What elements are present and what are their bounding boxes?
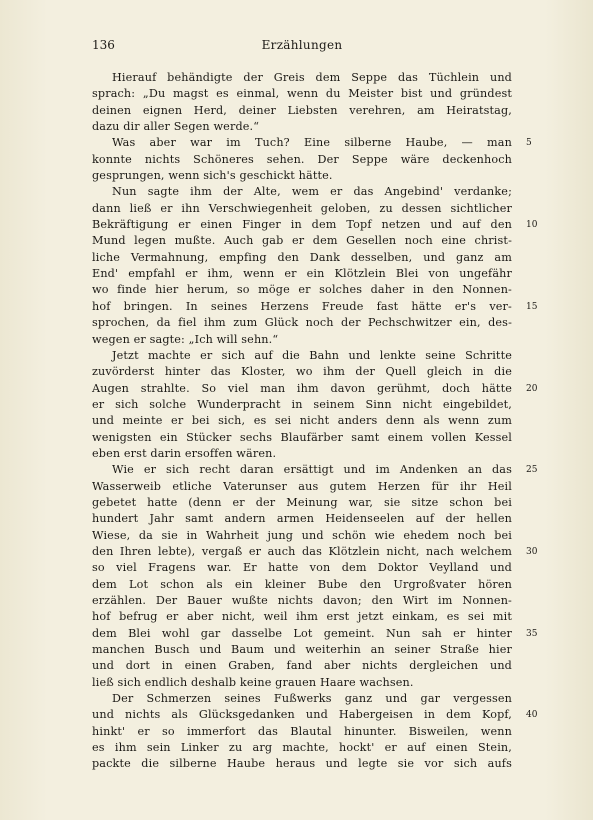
text-line-content: Was aber war im Tuch? Eine silberne Haube, — man [112,136,512,150]
text-line [92,609,512,625]
text-line-content: den Ihren lebte), vergaß er auch das Klötzlein nicht, nach welchem [92,544,512,558]
text-line-content: ließ sich endlich deshalb keine grauen Haare wachsen. [92,675,414,689]
text-line [92,282,512,298]
text-line [92,756,512,772]
text-line [92,626,538,642]
text-line-content: End' empfahl er ihm, wenn er ein Klötzlein Blei von ungefähr [92,267,512,281]
text-line [92,724,512,740]
text-line [92,691,512,707]
text-line-content: Wiese, da sie in Wahrheit jung und schön wie ehedem noch bei [92,528,512,542]
text-line [92,315,512,331]
text-line [92,462,538,478]
text-line [92,740,512,756]
text-line-content: Bekräftigung er einen Finger in dem Topf netzen und auf den [92,218,512,232]
text-line [92,250,512,266]
text-line-content: konnte nichts Schöneres sehen. Der Seppe wäre deckenhoch [92,152,512,166]
text-line-content: Wasserweib etliche Vaterunser aus gutem Herzen für ihr Heil [92,479,512,493]
text-line [92,332,512,348]
text-line-content: hinkt' er so immerfort das Blautal hinunter. Bisweilen, wenn [92,724,512,738]
text-line-content: Hierauf behändigte der Greis dem Seppe das Tüchlein und [112,71,512,84]
line-number: 20 [526,383,538,394]
text-line-content: sprochen, da fiel ihm zum Glück noch der Pechschwitzer ein, des- [92,316,512,330]
text-line-content: wenigsten ein Stücker sechs Blaufärber samt einem vollen Kessel [92,430,512,444]
text-line [92,528,512,544]
text-line-content: deinen eignen Herd, deiner Liebsten verehren, am Heiratstag, [92,103,512,117]
text-line-content: dazu dir aller Segen werde.“ [92,120,260,134]
text-line [92,577,512,593]
line-number: 30 [526,546,538,557]
text-line-content: hundert Jahr samt andern armen Heidenseelen auf der hellen [92,512,512,526]
text-line-content: erzählen. Der Bauer wußte nichts davon; den Wirt im Nonnen- [92,594,512,607]
text-line [92,119,512,135]
text-line [92,233,512,249]
text-line-content: packte die silberne Haube heraus und legte sie vor sich aufs [92,757,512,771]
line-number: 40 [526,710,538,721]
text-line-content: gesprungen, wenn sich's geschickt hätte. [92,169,333,183]
line-number: 10 [526,220,538,231]
text-line-content: manchen Busch und Baum und weiterhin an seiner Straße hier [92,643,512,657]
text-line-content: liche Vermahnung, empfing den Dank desselben, und ganz am [92,250,512,264]
page-number: 136 [92,38,115,52]
text-line [92,413,512,429]
text-line [92,495,512,511]
line-number: 25 [526,465,538,476]
text-line-content: hof bringen. In seines Herzens Freude fast hätte er's ver- [92,299,512,313]
text-line [92,658,512,674]
line-number: 15 [526,301,538,312]
text-line-content: eben erst darin ersoffen wären. [92,446,277,460]
text-line-content: Nun sagte ihm der Alte, wem er das Angebind' verdanke; [112,185,512,199]
text-line [92,479,512,495]
text-line-content: dem Blei wohl gar dasselbe Lot gemeint. Nun sah er hinter [92,626,512,640]
text-line [92,381,538,397]
text-line [92,168,512,184]
text-line-content: Mund legen mußte. Auch gab er dem Gesellen noch eine christ- [92,234,512,248]
text-line [92,544,538,560]
text-line [92,70,512,86]
text-line-content: Jetzt machte er sich auf die Bahn und lenkte seine Schritte [112,348,512,362]
page-header [92,37,512,53]
text-line-content: Der Schmerzen seines Fußwerks ganz und gar vergessen [112,692,512,706]
text-line-content: und meinte er bei sich, es sei nicht anders denn als wenn zum [92,414,512,428]
text-line [92,430,512,446]
text-line [92,135,532,151]
text-line [92,184,512,200]
text-line-content: dem Lot schon als ein kleiner Bube den Urgroßvater hören [92,577,512,591]
text-line-content: es ihm sein Linker zu arg machte, hockt' er auf einen Stein, [92,741,512,755]
text-line-content: und nichts als Glücksgedanken und Habergeisen in dem Kopf, [92,708,512,722]
text-line-content: so viel Fragens war. Er hatte von dem Doktor Veylland und [92,561,512,575]
text-line-content: gebetet hatte (denn er der Meinung war, sie sitze schon bei [92,495,512,509]
text-line [92,560,512,576]
text-line-content: hof befrug er aber nicht, weil ihm erst jetzt einkam, es sei mit [92,610,512,624]
text-line [92,299,538,315]
text-line-content: dann ließ er ihn Verschwiegenheit geloben, zu dessen sichtlicher [92,201,512,215]
text-line [92,86,512,102]
text-line-content: wegen er sagte: „Ich will sehn.“ [92,332,279,346]
text-line [92,593,512,609]
text-line [92,511,512,527]
text-line-content: zuvörderst hinter das Kloster, wo ihm der Quell gleich in die [92,365,512,379]
text-line-content: und dort in einen Graben, fand aber nichts dergleichen und [92,659,512,673]
text-line [92,397,512,413]
text-line [92,348,512,364]
text-line [92,201,512,217]
line-number: 5 [526,138,532,149]
text-line [92,675,512,691]
text-line-content: Augen strahlte. So viel man ihm davon gerühmt, doch hätte [92,381,512,395]
body-text [92,70,538,773]
text-line-content: Wie er sich recht daran ersättigt und im Andenken an das [112,463,512,477]
text-line [92,103,512,119]
text-line-content: wo finde hier herum, so möge er solches daher in den Nonnen- [92,283,512,297]
line-number: 35 [526,628,538,639]
text-line [92,642,512,658]
text-line [92,707,538,723]
text-line-content: er sich solche Wunderpracht in seinem Sinn nicht eingebildet, [92,397,512,411]
text-line [92,364,512,380]
text-line [92,152,512,168]
running-head: Erzählungen [261,38,343,52]
text-line-content: sprach: „Du magst es einmal, wenn du Meister bist und gründest [92,87,512,101]
text-line [92,217,538,233]
text-line [92,266,512,282]
text-line [92,446,512,462]
